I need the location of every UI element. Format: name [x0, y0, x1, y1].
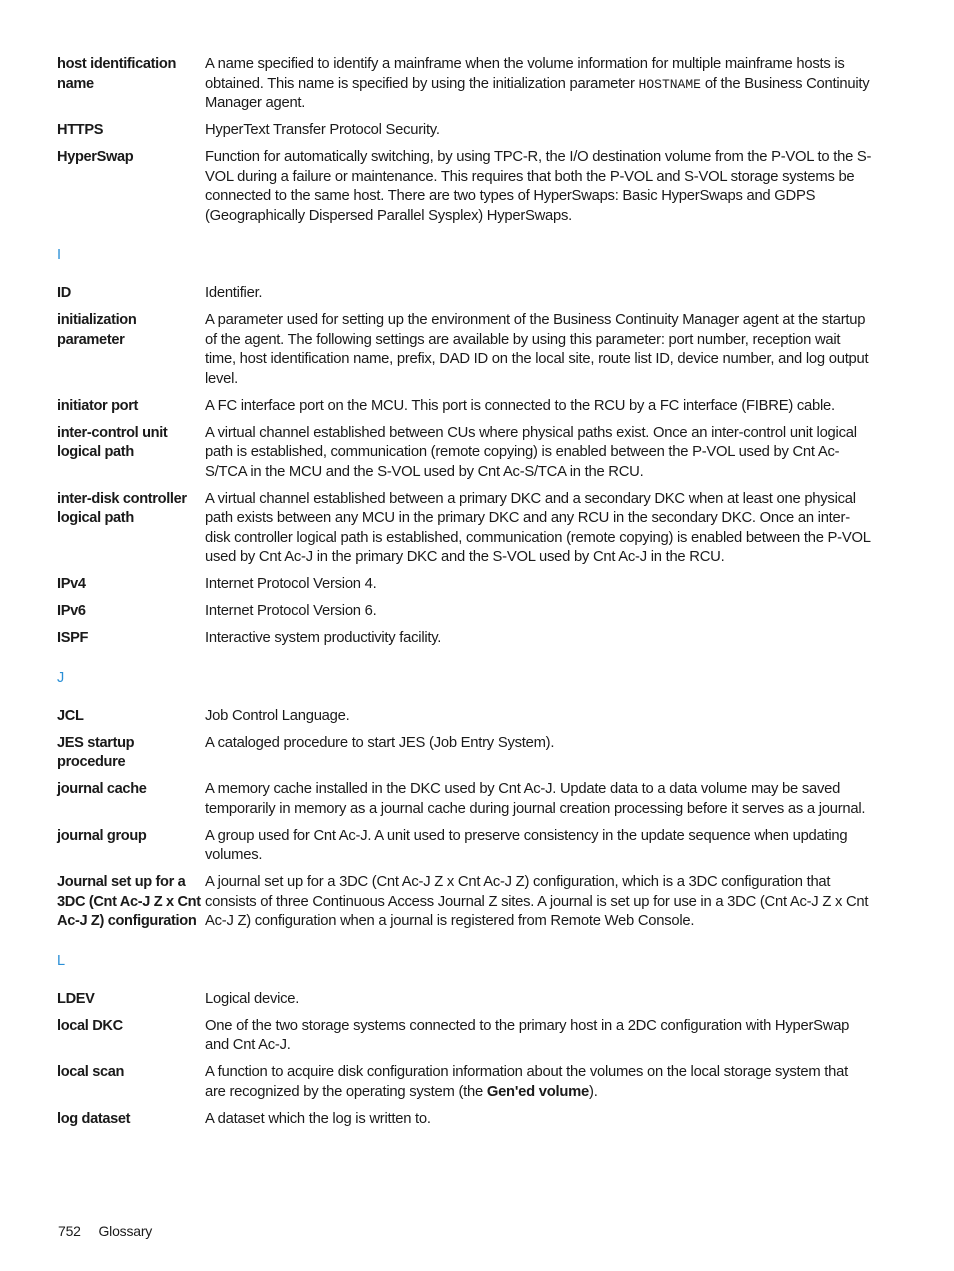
definition-text: ). — [589, 1083, 598, 1100]
definition-text: A function to acquire disk configuration information about the volumes on the local storage system that are recognized by the operating system (the — [205, 1064, 848, 1100]
glossary-term: inter-control unit logical path — [57, 424, 168, 460]
definition-text: A parameter used for setting up the environment of the Business Continuity Manager agent at the startup of the agent. The following settings are available by using this parameter: port number, reception wait time, host identification name, prefix, DAD ID on the local site, route list ID, device number, and log output level. — [205, 312, 869, 387]
glossary-definition — [205, 872, 872, 932]
letter-heading: I — [57, 247, 62, 263]
glossary-definition — [205, 54, 872, 114]
glossary-definition — [205, 628, 872, 649]
glossary-term: journal group — [57, 827, 147, 844]
glossary-entry — [57, 628, 872, 649]
glossary-definition — [205, 1062, 872, 1102]
definition-text: A cataloged procedure to start JES (Job Entry System). — [205, 734, 555, 751]
definition-text: A journal set up for a 3DC (Cnt Ac-J Z x Cnt Ac-J Z) configuration, which is a 3DC configuration that consists of three Continuous Access Journal Z sites. A journal is set up for use in a 3DC (Cnt Ac-J Z x Cnt Ac-J Z) configuration when a journal is registered from Remote Web Console. — [205, 874, 869, 929]
glossary-term: ID — [57, 285, 71, 301]
definition-text: A FC interface port on the MCU. This port is connected to the RCU by a FC interface (FIBRE) cable. — [205, 397, 835, 414]
glossary-entry — [57, 54, 872, 114]
glossary-entry — [57, 574, 872, 595]
page-footer — [58, 1222, 152, 1241]
definition-text: One of the two storage systems connected to the primary host in a 2DC configuration with HyperSwap and Cnt Ac-J. — [205, 1017, 850, 1053]
definition-text: Internet Protocol Version 6. — [205, 603, 377, 619]
glossary-term: IPv6 — [57, 603, 86, 619]
glossary-entry — [57, 706, 872, 727]
glossary-entry — [57, 310, 872, 389]
glossary-term: Journal set up for a 3DC (Cnt Ac-J Z x Cnt Ac-J Z) configuration — [57, 874, 201, 929]
glossary-entry — [57, 489, 872, 568]
definition-text: A virtual channel established between CUs where physical paths exist. Once an inter-control unit logical path is established, communication (remote copying) is enabled between the P-VOL used by Cnt Ac-S/TCA in the MCU and the S-VOL used by Cnt Ac-S/TCA in the RCU. — [205, 424, 857, 480]
glossary-term: HyperSwap — [57, 149, 134, 165]
glossary-term: LDEV — [57, 990, 95, 1007]
glossary-entry — [57, 423, 872, 483]
glossary-entry — [57, 147, 872, 226]
glossary-definition — [205, 779, 872, 819]
glossary-entry — [57, 779, 872, 819]
definition-text: of the Business Continuity Manager agent. — [205, 75, 870, 111]
glossary-term: journal cache — [57, 781, 147, 797]
glossary-definition — [205, 310, 872, 389]
glossary-term: JCL — [57, 707, 84, 724]
emphasized-term: Gen'ed volume — [486, 1083, 590, 1100]
glossary-term: ISPF — [57, 630, 89, 646]
glossary-term: local DKC — [57, 1017, 123, 1034]
glossary-entry — [57, 120, 872, 141]
glossary-definition — [205, 733, 872, 754]
definition-text: Identifier. — [205, 285, 263, 301]
definition-text: Function for automatically switching, by using TPC-R, the I/O destination volume from the P-VOL to the S-VOL during a failure or maintenance. This requires that both the P-VOL and S-VOL storage systems be connected to the same host. There are two types of HyperSwaps: Basic HyperSwaps and GDPS (Geographically Dispersed Parallel Sysplex) HyperSwaps. — [205, 149, 872, 224]
glossary-term: JES startup procedure — [57, 734, 135, 770]
letter-heading: J — [57, 669, 65, 686]
glossary-definition — [205, 1016, 872, 1056]
glossary-term: log dataset — [57, 1110, 131, 1127]
glossary-entry — [57, 283, 872, 304]
definition-text: Job Control Language. — [205, 707, 350, 724]
glossary-definition — [205, 147, 872, 226]
glossary-definition — [205, 574, 872, 595]
glossary-term: HTTPS — [57, 122, 104, 138]
glossary-definition — [205, 601, 872, 622]
glossary-term: initialization parameter — [57, 312, 137, 348]
definition-text: Internet Protocol Version 4. — [205, 576, 377, 592]
glossary-entry — [57, 826, 872, 866]
letter-heading: L — [57, 952, 66, 969]
definition-text: A group used for Cnt Ac-J. A unit used to preserve consistency in the update sequence when updating volumes. — [205, 827, 848, 863]
glossary-term: IPv4 — [57, 576, 86, 592]
glossary-definition — [205, 423, 872, 483]
glossary-term: host identification name — [57, 56, 177, 92]
glossary-definition — [205, 120, 872, 141]
glossary-entry — [57, 989, 872, 1010]
glossary-entry — [57, 1016, 872, 1056]
glossary-entry — [57, 601, 872, 622]
glossary-definition — [205, 1109, 872, 1130]
glossary-definition — [205, 283, 872, 304]
footer-section-title: Glossary — [98, 1223, 153, 1239]
glossary-entry — [57, 1062, 872, 1102]
definition-text: Interactive system productivity facility. — [205, 630, 442, 646]
definition-text: HyperText Transfer Protocol Security. — [205, 122, 440, 138]
definition-text: A dataset which the log is written to. — [205, 1110, 431, 1127]
glossary-definition — [205, 826, 872, 866]
definition-text: A virtual channel established between a primary DKC and a secondary DKC when at least one physical path exists between any MCU in the primary DKC and any RCU in the secondary DKC. Once an inter-disk controller logical path is established, communication (remote copying) is enabled between the P-VOL used by Cnt Ac-J in the primary DKC and the S-VOL used by Cnt Ac-J in the RCU. — [205, 490, 871, 565]
definition-text: A name specified to identify a mainframe when the volume information for multiple mainframe hosts is obtained. This name is specified by using the initialization parameter — [205, 56, 845, 92]
glossary-definition — [205, 706, 872, 727]
glossary-term: initiator port — [57, 397, 139, 414]
definition-text: Logical device. — [205, 990, 300, 1007]
glossary-content — [57, 54, 872, 1136]
glossary-entry — [57, 396, 872, 417]
glossary-entry — [57, 1109, 872, 1130]
glossary-term: local scan — [57, 1064, 125, 1080]
glossary-entry — [57, 872, 872, 932]
glossary-entry — [57, 733, 872, 773]
definition-text: A memory cache installed in the DKC used by Cnt Ac-J. Update data to a data volume may be saved temporarily in memory as a journal cache during journal creation processing before it serves as a journal. — [205, 781, 866, 817]
glossary-definition — [205, 489, 872, 568]
glossary-term: inter-disk controller logical path — [57, 490, 187, 526]
glossary-definition — [205, 989, 872, 1010]
glossary-definition — [205, 396, 872, 417]
page-number: 752 — [58, 1223, 81, 1239]
code-term: HOSTNAME — [638, 76, 701, 92]
